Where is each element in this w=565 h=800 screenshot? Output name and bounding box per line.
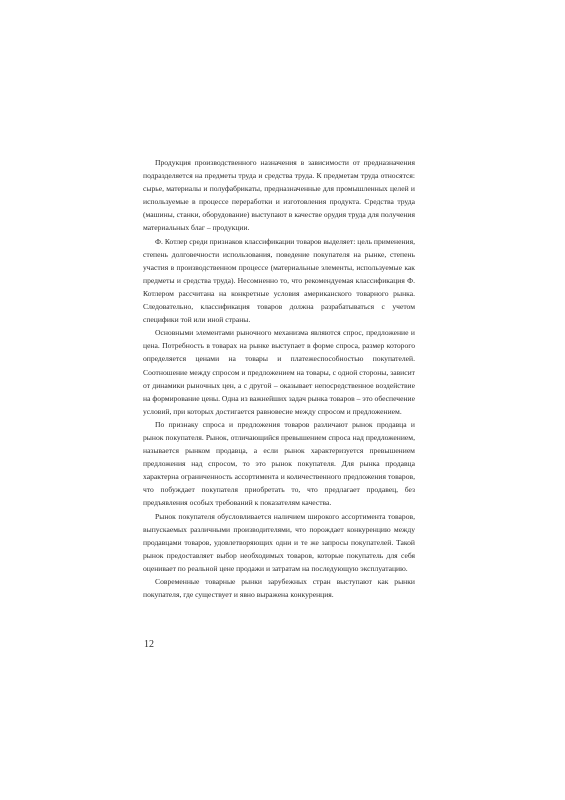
paragraph-products-classification: Продукция производственного назначения в зависимости от предназначения подразделяется на предметы труда и средства труда. К предметам труда относятся: сырье, материалы и полуфабрикаты, предназначенные для промышленных целей и используемые в процессе переработки и изготовления продукта. Средства труда (машины, станки, оборудование) выступают в качестве орудия труда для получения материальных благ – продукции. [143, 158, 415, 233]
paragraph-kotler: Ф. Котлер среди признаков классификации товаров выделяет: цель применения, степень долговечности использования, поведение покупателя на рынке, степень участия в производственном процессе (материальные элементы, используемые как предметы и средства труда). Несомненно то, что рекомендуемая классификация Ф. Котлером рассчитана на конкретные условия американского товарного рынка. Следовательно, классификация товаров должна разрабатываться с учетом специфики той или иной страны. [143, 236, 415, 325]
body-text [143, 156, 415, 601]
paragraph-market-mechanism: Основными элементами рыночного механизма являются спрос, предложение и цена. Потребность в товарах на рынке выступает в форме спроса, размер которого определяется ценами на товары и платежеспособностью покупателей. Соотношение между спросом и предложением на товары, с одной стороны, зависит от динамики рыночных цен, а с другой – оказывает непосредственное воздействие на формирование цены. Одна из важнейших задач рынка товаров – это обеспечение условий, при которых достигается равновесие между спросом и предложением. [143, 328, 415, 416]
paragraph-seller-buyer-market: По признаку спроса и предложения товаров различают рынок продавца и рынок покупателя. Рынок, отличающийся превышением спроса над предложением, называется рынком продавца, а если рынок характеризуется превышением предложения над спросом, то это рынок покупателя. Для рынка продавца характерна ограниченность ассортимента и количественного предложения товаров, что побуждает покупателя приобретать то, что предлагает продавец, без предъявления особых требований к показателям качества. [143, 419, 415, 508]
page-number: 12 [144, 639, 154, 650]
paragraph-modern-markets: Современные товарные рынки зарубежных стран выступают как рынки покупателя, где существует и явно выражена конкуренция. [143, 577, 415, 600]
paragraph-buyer-market: Рынок покупателя обусловливается наличием широкого ассортимента товаров, выпускаемых различными производителями, что порождает конкуренцию между продавцами товаров, удовлетворяющих одни и те же запросы покупателей. Такой рынок предоставляет выбор необходимых товаров, которые покупатель для себя оценивает по реальной цене продажи и затратам на последующую эксплуатацию. [143, 511, 415, 573]
